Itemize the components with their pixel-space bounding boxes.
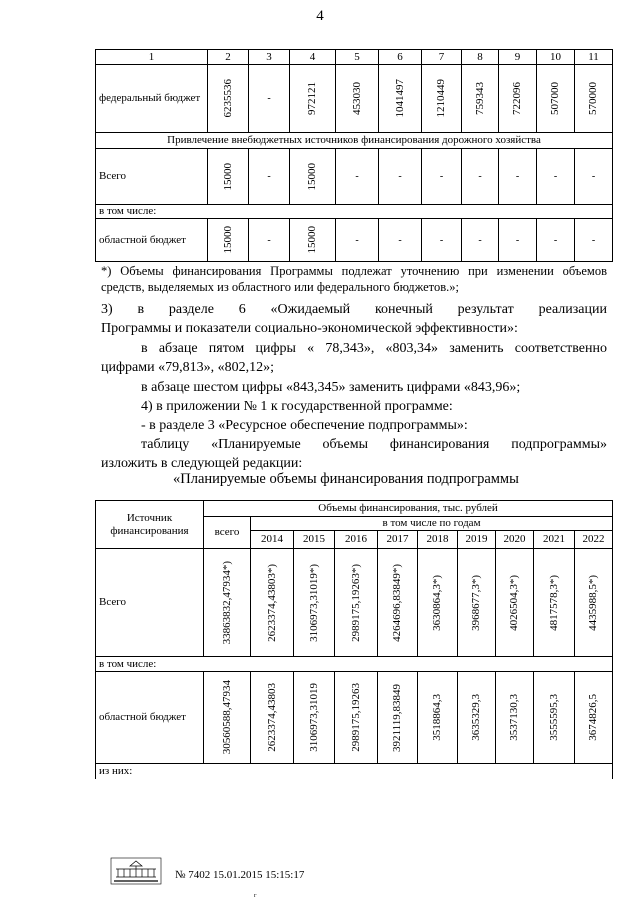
value-cell: - xyxy=(537,219,575,262)
source-header: Источник финансирования xyxy=(96,501,204,549)
value-cell: - xyxy=(379,219,422,262)
year-cell: 2019 xyxy=(458,531,496,549)
row-label: Всего xyxy=(96,549,204,657)
paragraph-table-line1: таблицу «Планируемые объемы финансирования подпрограммы» xyxy=(141,437,607,452)
paragraph-abzac5-line1: в абзаце пятом цифры « 78,343», «803,34» заменить соответственно xyxy=(141,341,607,356)
paragraph-3-line2: Программы и показатели социально-экономической эффективности»: xyxy=(101,321,518,336)
paragraph-table-line2: изложить в следующей редакции: xyxy=(101,456,303,471)
value-cell: - xyxy=(379,149,422,205)
header-cell: 10 xyxy=(537,50,575,65)
table-row xyxy=(96,549,613,657)
of-them-row xyxy=(96,764,613,779)
value-cell: 30560588,47934 xyxy=(220,680,233,755)
value-cell: 6235536 xyxy=(221,79,234,118)
total-header: всего xyxy=(204,517,251,549)
in-that-number-row xyxy=(96,657,613,672)
row-label: Всего xyxy=(96,149,208,205)
header-cell: 9 xyxy=(499,50,537,65)
value-cell: 2989175,19263*) xyxy=(349,563,362,642)
value-cell: 3968677,3*) xyxy=(470,574,482,631)
value-cell: 722096 xyxy=(511,82,523,115)
value-cell: 570000 xyxy=(587,82,599,115)
value-cell: 453030 xyxy=(350,82,363,115)
value-cell: - xyxy=(249,149,290,205)
by-years-header: в том числе по годам xyxy=(251,517,613,531)
in-that-number-label: в том числе: xyxy=(96,205,613,219)
in-that-number-label: в том числе: xyxy=(96,657,613,672)
paragraph-section-3: - в разделе 3 «Ресурсное обеспечение подпрограммы»: xyxy=(141,418,468,433)
row-label: федеральный бюджет xyxy=(96,65,208,133)
document-footer xyxy=(110,857,440,887)
table-row xyxy=(96,672,613,764)
value-cell: - xyxy=(499,149,537,205)
year-cell: 2016 xyxy=(335,531,378,549)
document-registration-info: № 7402 15.01.2015 15:15:17 xyxy=(175,869,305,881)
value-cell: - xyxy=(575,149,613,205)
value-cell: 2623374,43803*) xyxy=(265,563,278,642)
header-cell: 6 xyxy=(379,50,422,65)
value-cell: 33863832,47934*) xyxy=(220,560,233,645)
value-cell: 1041497 xyxy=(393,79,406,118)
paragraph-abzac6: в абзаце шестом цифры «843,345» заменить цифрами «843,96»; xyxy=(141,380,521,395)
value-cell: 4026504,3*) xyxy=(508,574,520,631)
value-cell: - xyxy=(422,149,462,205)
table-row xyxy=(96,149,613,205)
table-header-row xyxy=(96,501,613,517)
paragraph-abzac5-line2: цифрами «79,813», «802,12»; xyxy=(101,360,275,375)
header-cell: 4 xyxy=(290,50,336,65)
header-cell: 3 xyxy=(249,50,290,65)
value-cell: - xyxy=(249,219,290,262)
year-cell: 2022 xyxy=(575,531,613,549)
value-cell: - xyxy=(249,65,290,133)
header-cell: 5 xyxy=(336,50,379,65)
paragraph-3-line1: 3) в разделе 6 «Ожидаемый конечный результат реализации xyxy=(101,302,607,317)
value-cell: 15000 xyxy=(221,226,234,254)
year-cell: 2014 xyxy=(251,531,294,549)
table-row xyxy=(96,219,613,262)
table-header-row xyxy=(96,50,613,65)
value-cell: 2989175,19263 xyxy=(349,683,362,752)
table-subtitle: «Планируемые объемы финансирования подпрограммы xyxy=(173,471,519,487)
volumes-header: Объемы финансирования, тыс. рублей xyxy=(204,501,613,517)
value-cell: 3537130,3 xyxy=(508,694,520,741)
subprogram-financing-table xyxy=(95,500,613,779)
year-cell: 2020 xyxy=(496,531,534,549)
value-cell: - xyxy=(462,219,499,262)
header-cell: 8 xyxy=(462,50,499,65)
header-cell: 11 xyxy=(575,50,613,65)
year-cell: 2021 xyxy=(534,531,575,549)
value-cell: 3921119,83849 xyxy=(391,683,403,752)
section-title: Привлечение внебюджетных источников финансирования дорожного хозяйства xyxy=(96,133,613,149)
section-title-row xyxy=(96,133,613,149)
value-cell: 3635329,3 xyxy=(470,694,482,741)
value-cell: 4264696,83849*) xyxy=(391,563,403,642)
value-cell: 15000 xyxy=(306,226,318,254)
year-cell: 2018 xyxy=(418,531,458,549)
government-building-stamp-icon xyxy=(110,857,162,885)
table-row xyxy=(96,65,613,133)
tiny-mark: г xyxy=(254,893,257,899)
paragraph-appendix-1: 4) в приложении № 1 к государственной программе: xyxy=(141,399,453,414)
value-cell: - xyxy=(422,219,462,262)
value-cell: 15000 xyxy=(306,162,318,191)
value-cell: - xyxy=(499,219,537,262)
value-cell: - xyxy=(336,149,379,205)
value-cell: 2623374,43803 xyxy=(265,683,278,752)
value-cell: - xyxy=(336,219,379,262)
value-cell: - xyxy=(575,219,613,262)
row-label: областной бюджет xyxy=(96,219,208,262)
header-cell: 1 xyxy=(96,50,208,65)
page-number: 4 xyxy=(316,8,324,24)
value-cell: 759343 xyxy=(473,82,486,115)
in-that-number-row xyxy=(96,205,613,219)
value-cell: 3674826,5 xyxy=(587,694,600,741)
header-cell: 2 xyxy=(208,50,249,65)
value-cell: 4817578,3*) xyxy=(547,574,560,631)
value-cell: 3630864,3*) xyxy=(431,574,443,631)
financing-table-continuation xyxy=(95,49,613,262)
value-cell: - xyxy=(537,149,575,205)
year-cell: 2017 xyxy=(378,531,418,549)
value-cell: 3106973,31019*) xyxy=(307,563,320,642)
value-cell: 3518864,3 xyxy=(431,694,443,741)
value-cell: 3555595,3 xyxy=(547,694,560,741)
value-cell: 1210449 xyxy=(435,79,447,118)
header-cell: 7 xyxy=(422,50,462,65)
year-cell: 2015 xyxy=(294,531,335,549)
value-cell: 507000 xyxy=(549,82,561,115)
of-them-label: из них: xyxy=(96,764,613,779)
value-cell: 972121 xyxy=(306,82,318,115)
value-cell: - xyxy=(462,149,499,205)
value-cell: 3106973,31019 xyxy=(307,683,320,752)
value-cell: 15000 xyxy=(221,162,234,191)
footnote: *) Объемы финансирования Программы подлежат уточнению при изменении объемов средств, выделяемых из областного или федерального бюджетов.»; xyxy=(101,264,607,294)
row-label: областной бюджет xyxy=(96,672,204,764)
value-cell: 4435988,5*) xyxy=(587,574,600,631)
